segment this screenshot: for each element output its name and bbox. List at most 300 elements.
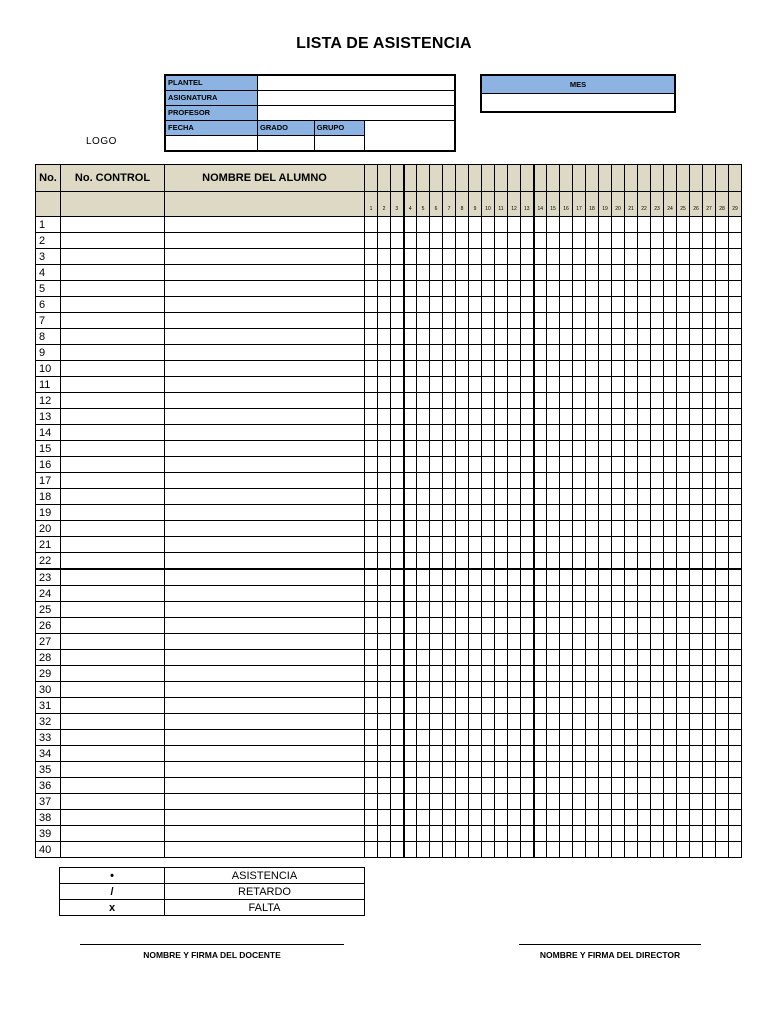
- attendance-cell[interactable]: [612, 826, 625, 842]
- attendance-cell[interactable]: [703, 281, 716, 297]
- attendance-cell[interactable]: [365, 794, 378, 810]
- attendance-cell[interactable]: [586, 794, 599, 810]
- attendance-cell[interactable]: [521, 569, 534, 586]
- attendance-cell[interactable]: [482, 489, 495, 505]
- attendance-cell[interactable]: [573, 473, 586, 489]
- attendance-cell[interactable]: [456, 217, 469, 233]
- attendance-cell[interactable]: [729, 393, 742, 409]
- attendance-cell[interactable]: [365, 361, 378, 377]
- attendance-cell[interactable]: [638, 473, 651, 489]
- attendance-cell[interactable]: [508, 826, 521, 842]
- nombre-cell[interactable]: [165, 634, 365, 650]
- attendance-cell[interactable]: [456, 313, 469, 329]
- attendance-cell[interactable]: [573, 521, 586, 537]
- attendance-cell[interactable]: [573, 377, 586, 393]
- attendance-cell[interactable]: [495, 505, 508, 521]
- attendance-cell[interactable]: [430, 810, 443, 826]
- attendance-cell[interactable]: [690, 698, 703, 714]
- attendance-cell[interactable]: [716, 650, 729, 666]
- attendance-cell[interactable]: [703, 361, 716, 377]
- attendance-cell[interactable]: [599, 730, 612, 746]
- attendance-cell[interactable]: [716, 698, 729, 714]
- attendance-cell[interactable]: [508, 682, 521, 698]
- attendance-cell[interactable]: [599, 457, 612, 473]
- attendance-cell[interactable]: [651, 634, 664, 650]
- attendance-cell[interactable]: [534, 505, 547, 521]
- attendance-cell[interactable]: [729, 297, 742, 313]
- attendance-cell[interactable]: [612, 650, 625, 666]
- attendance-cell[interactable]: [430, 265, 443, 281]
- attendance-cell[interactable]: [651, 666, 664, 682]
- attendance-cell[interactable]: [508, 313, 521, 329]
- attendance-cell[interactable]: [391, 714, 404, 730]
- attendance-cell[interactable]: [469, 521, 482, 537]
- attendance-cell[interactable]: [508, 265, 521, 281]
- attendance-cell[interactable]: [495, 457, 508, 473]
- attendance-cell[interactable]: [716, 762, 729, 778]
- attendance-cell[interactable]: [677, 457, 690, 473]
- attendance-cell[interactable]: [365, 345, 378, 361]
- attendance-cell[interactable]: [417, 553, 430, 570]
- attendance-cell[interactable]: [443, 698, 456, 714]
- nombre-cell[interactable]: [165, 618, 365, 634]
- attendance-cell[interactable]: [638, 586, 651, 602]
- attendance-cell[interactable]: [690, 634, 703, 650]
- attendance-cell[interactable]: [638, 666, 651, 682]
- attendance-cell[interactable]: [508, 409, 521, 425]
- attendance-cell[interactable]: [482, 634, 495, 650]
- attendance-cell[interactable]: [625, 521, 638, 537]
- attendance-cell[interactable]: [365, 569, 378, 586]
- attendance-cell[interactable]: [547, 586, 560, 602]
- attendance-cell[interactable]: [404, 281, 417, 297]
- attendance-cell[interactable]: [456, 650, 469, 666]
- attendance-cell[interactable]: [430, 377, 443, 393]
- attendance-cell[interactable]: [547, 569, 560, 586]
- attendance-cell[interactable]: [638, 714, 651, 730]
- attendance-cell[interactable]: [664, 377, 677, 393]
- attendance-cell[interactable]: [521, 265, 534, 281]
- attendance-cell[interactable]: [560, 345, 573, 361]
- attendance-cell[interactable]: [443, 746, 456, 762]
- plantel-field[interactable]: [258, 75, 455, 91]
- attendance-cell[interactable]: [495, 682, 508, 698]
- attendance-cell[interactable]: [729, 618, 742, 634]
- attendance-cell[interactable]: [612, 682, 625, 698]
- attendance-cell[interactable]: [508, 377, 521, 393]
- attendance-cell[interactable]: [599, 361, 612, 377]
- attendance-cell[interactable]: [521, 489, 534, 505]
- attendance-cell[interactable]: [469, 810, 482, 826]
- attendance-cell[interactable]: [521, 393, 534, 409]
- attendance-cell[interactable]: [365, 553, 378, 570]
- attendance-cell[interactable]: [365, 425, 378, 441]
- attendance-cell[interactable]: [391, 233, 404, 249]
- attendance-cell[interactable]: [404, 666, 417, 682]
- attendance-cell[interactable]: [586, 217, 599, 233]
- attendance-cell[interactable]: [469, 794, 482, 810]
- attendance-cell[interactable]: [729, 537, 742, 553]
- attendance-cell[interactable]: [651, 586, 664, 602]
- attendance-cell[interactable]: [547, 409, 560, 425]
- attendance-cell[interactable]: [443, 569, 456, 586]
- attendance-cell[interactable]: [521, 746, 534, 762]
- attendance-cell[interactable]: [716, 730, 729, 746]
- attendance-cell[interactable]: [625, 297, 638, 313]
- attendance-cell[interactable]: [495, 393, 508, 409]
- attendance-cell[interactable]: [599, 698, 612, 714]
- attendance-cell[interactable]: [638, 634, 651, 650]
- attendance-cell[interactable]: [573, 778, 586, 794]
- attendance-cell[interactable]: [521, 682, 534, 698]
- attendance-cell[interactable]: [690, 810, 703, 826]
- attendance-cell[interactable]: [456, 489, 469, 505]
- attendance-cell[interactable]: [703, 730, 716, 746]
- attendance-cell[interactable]: [664, 393, 677, 409]
- attendance-cell[interactable]: [508, 794, 521, 810]
- attendance-cell[interactable]: [482, 553, 495, 570]
- attendance-cell[interactable]: [404, 233, 417, 249]
- attendance-cell[interactable]: [690, 505, 703, 521]
- attendance-cell[interactable]: [404, 329, 417, 345]
- attendance-cell[interactable]: [417, 457, 430, 473]
- attendance-cell[interactable]: [404, 698, 417, 714]
- attendance-cell[interactable]: [391, 537, 404, 553]
- attendance-cell[interactable]: [599, 313, 612, 329]
- attendance-cell[interactable]: [690, 249, 703, 265]
- attendance-cell[interactable]: [625, 489, 638, 505]
- attendance-cell[interactable]: [638, 345, 651, 361]
- attendance-cell[interactable]: [508, 666, 521, 682]
- attendance-cell[interactable]: [521, 361, 534, 377]
- attendance-cell[interactable]: [456, 249, 469, 265]
- attendance-cell[interactable]: [677, 409, 690, 425]
- attendance-cell[interactable]: [677, 313, 690, 329]
- attendance-cell[interactable]: [404, 586, 417, 602]
- attendance-cell[interactable]: [456, 521, 469, 537]
- attendance-cell[interactable]: [417, 377, 430, 393]
- attendance-cell[interactable]: [612, 618, 625, 634]
- nombre-cell[interactable]: [165, 730, 365, 746]
- nombre-cell[interactable]: [165, 682, 365, 698]
- attendance-cell[interactable]: [547, 489, 560, 505]
- attendance-cell[interactable]: [365, 586, 378, 602]
- nombre-cell[interactable]: [165, 810, 365, 826]
- attendance-cell[interactable]: [443, 553, 456, 570]
- control-cell[interactable]: [61, 602, 165, 618]
- attendance-cell[interactable]: [443, 409, 456, 425]
- attendance-cell[interactable]: [378, 634, 391, 650]
- nombre-cell[interactable]: [165, 602, 365, 618]
- attendance-cell[interactable]: [391, 730, 404, 746]
- attendance-cell[interactable]: [534, 441, 547, 457]
- attendance-cell[interactable]: [716, 489, 729, 505]
- nombre-cell[interactable]: [165, 377, 365, 393]
- attendance-cell[interactable]: [599, 473, 612, 489]
- attendance-cell[interactable]: [625, 265, 638, 281]
- attendance-cell[interactable]: [495, 377, 508, 393]
- attendance-cell[interactable]: [573, 602, 586, 618]
- attendance-cell[interactable]: [404, 217, 417, 233]
- attendance-cell[interactable]: [599, 810, 612, 826]
- attendance-cell[interactable]: [586, 634, 599, 650]
- attendance-cell[interactable]: [677, 249, 690, 265]
- attendance-cell[interactable]: [456, 457, 469, 473]
- attendance-cell[interactable]: [612, 425, 625, 441]
- attendance-cell[interactable]: [625, 393, 638, 409]
- attendance-cell[interactable]: [677, 505, 690, 521]
- attendance-cell[interactable]: [586, 553, 599, 570]
- attendance-cell[interactable]: [534, 313, 547, 329]
- attendance-cell[interactable]: [651, 377, 664, 393]
- attendance-cell[interactable]: [456, 265, 469, 281]
- attendance-cell[interactable]: [391, 762, 404, 778]
- attendance-cell[interactable]: [599, 393, 612, 409]
- attendance-cell[interactable]: [547, 634, 560, 650]
- attendance-cell[interactable]: [586, 618, 599, 634]
- attendance-cell[interactable]: [677, 666, 690, 682]
- attendance-cell[interactable]: [664, 826, 677, 842]
- attendance-cell[interactable]: [677, 265, 690, 281]
- control-cell[interactable]: [61, 666, 165, 682]
- attendance-cell[interactable]: [378, 425, 391, 441]
- attendance-cell[interactable]: [573, 425, 586, 441]
- attendance-cell[interactable]: [430, 553, 443, 570]
- attendance-cell[interactable]: [404, 297, 417, 313]
- attendance-cell[interactable]: [378, 666, 391, 682]
- attendance-cell[interactable]: [690, 473, 703, 489]
- attendance-cell[interactable]: [547, 521, 560, 537]
- attendance-cell[interactable]: [560, 698, 573, 714]
- attendance-cell[interactable]: [599, 217, 612, 233]
- attendance-cell[interactable]: [599, 281, 612, 297]
- attendance-cell[interactable]: [612, 249, 625, 265]
- nombre-cell[interactable]: [165, 746, 365, 762]
- attendance-cell[interactable]: [690, 666, 703, 682]
- nombre-cell[interactable]: [165, 329, 365, 345]
- attendance-cell[interactable]: [703, 666, 716, 682]
- attendance-cell[interactable]: [664, 473, 677, 489]
- attendance-cell[interactable]: [729, 521, 742, 537]
- attendance-cell[interactable]: [508, 842, 521, 858]
- attendance-cell[interactable]: [430, 441, 443, 457]
- attendance-cell[interactable]: [365, 409, 378, 425]
- attendance-cell[interactable]: [378, 393, 391, 409]
- attendance-cell[interactable]: [404, 441, 417, 457]
- attendance-cell[interactable]: [521, 666, 534, 682]
- attendance-cell[interactable]: [573, 730, 586, 746]
- attendance-cell[interactable]: [521, 249, 534, 265]
- asignatura-field[interactable]: [258, 91, 455, 106]
- attendance-cell[interactable]: [469, 682, 482, 698]
- attendance-cell[interactable]: [599, 682, 612, 698]
- attendance-cell[interactable]: [664, 361, 677, 377]
- attendance-cell[interactable]: [469, 634, 482, 650]
- attendance-cell[interactable]: [430, 666, 443, 682]
- attendance-cell[interactable]: [664, 521, 677, 537]
- attendance-cell[interactable]: [625, 425, 638, 441]
- nombre-cell[interactable]: [165, 393, 365, 409]
- attendance-cell[interactable]: [443, 650, 456, 666]
- attendance-cell[interactable]: [404, 714, 417, 730]
- attendance-cell[interactable]: [508, 329, 521, 345]
- attendance-cell[interactable]: [716, 281, 729, 297]
- attendance-cell[interactable]: [417, 313, 430, 329]
- attendance-cell[interactable]: [729, 425, 742, 441]
- control-cell[interactable]: [61, 553, 165, 570]
- attendance-cell[interactable]: [599, 826, 612, 842]
- attendance-cell[interactable]: [521, 634, 534, 650]
- attendance-cell[interactable]: [456, 794, 469, 810]
- attendance-cell[interactable]: [404, 249, 417, 265]
- attendance-cell[interactable]: [586, 762, 599, 778]
- attendance-cell[interactable]: [521, 537, 534, 553]
- attendance-cell[interactable]: [430, 457, 443, 473]
- attendance-cell[interactable]: [508, 361, 521, 377]
- attendance-cell[interactable]: [690, 714, 703, 730]
- attendance-cell[interactable]: [664, 698, 677, 714]
- attendance-cell[interactable]: [586, 826, 599, 842]
- attendance-cell[interactable]: [534, 714, 547, 730]
- attendance-cell[interactable]: [547, 281, 560, 297]
- attendance-cell[interactable]: [651, 297, 664, 313]
- attendance-cell[interactable]: [560, 425, 573, 441]
- attendance-cell[interactable]: [729, 313, 742, 329]
- attendance-cell[interactable]: [391, 650, 404, 666]
- attendance-cell[interactable]: [703, 345, 716, 361]
- attendance-cell[interactable]: [612, 409, 625, 425]
- attendance-cell[interactable]: [677, 297, 690, 313]
- attendance-cell[interactable]: [703, 618, 716, 634]
- attendance-cell[interactable]: [365, 714, 378, 730]
- attendance-cell[interactable]: [443, 714, 456, 730]
- attendance-cell[interactable]: [365, 521, 378, 537]
- attendance-cell[interactable]: [365, 730, 378, 746]
- attendance-cell[interactable]: [547, 233, 560, 249]
- attendance-cell[interactable]: [443, 457, 456, 473]
- attendance-cell[interactable]: [638, 553, 651, 570]
- attendance-cell[interactable]: [560, 521, 573, 537]
- attendance-cell[interactable]: [651, 265, 664, 281]
- attendance-cell[interactable]: [417, 666, 430, 682]
- attendance-cell[interactable]: [365, 457, 378, 473]
- attendance-cell[interactable]: [391, 778, 404, 794]
- attendance-cell[interactable]: [443, 329, 456, 345]
- attendance-cell[interactable]: [443, 297, 456, 313]
- attendance-cell[interactable]: [404, 377, 417, 393]
- attendance-cell[interactable]: [703, 425, 716, 441]
- attendance-cell[interactable]: [417, 233, 430, 249]
- attendance-cell[interactable]: [365, 618, 378, 634]
- control-cell[interactable]: [61, 233, 165, 249]
- attendance-cell[interactable]: [638, 233, 651, 249]
- attendance-cell[interactable]: [612, 297, 625, 313]
- attendance-cell[interactable]: [612, 537, 625, 553]
- attendance-cell[interactable]: [430, 217, 443, 233]
- attendance-cell[interactable]: [586, 457, 599, 473]
- attendance-cell[interactable]: [508, 586, 521, 602]
- attendance-cell[interactable]: [404, 842, 417, 858]
- attendance-cell[interactable]: [560, 794, 573, 810]
- attendance-cell[interactable]: [365, 682, 378, 698]
- attendance-cell[interactable]: [378, 730, 391, 746]
- attendance-cell[interactable]: [560, 682, 573, 698]
- attendance-cell[interactable]: [586, 666, 599, 682]
- attendance-cell[interactable]: [586, 698, 599, 714]
- attendance-cell[interactable]: [586, 409, 599, 425]
- nombre-cell[interactable]: [165, 826, 365, 842]
- attendance-cell[interactable]: [651, 345, 664, 361]
- attendance-cell[interactable]: [625, 409, 638, 425]
- attendance-cell[interactable]: [482, 537, 495, 553]
- attendance-cell[interactable]: [482, 217, 495, 233]
- attendance-cell[interactable]: [703, 473, 716, 489]
- attendance-cell[interactable]: [482, 569, 495, 586]
- attendance-cell[interactable]: [729, 489, 742, 505]
- attendance-cell[interactable]: [482, 698, 495, 714]
- control-cell[interactable]: [61, 569, 165, 586]
- attendance-cell[interactable]: [469, 249, 482, 265]
- attendance-cell[interactable]: [456, 746, 469, 762]
- attendance-cell[interactable]: [378, 441, 391, 457]
- control-cell[interactable]: [61, 682, 165, 698]
- control-cell[interactable]: [61, 810, 165, 826]
- attendance-cell[interactable]: [547, 537, 560, 553]
- nombre-cell[interactable]: [165, 265, 365, 281]
- attendance-cell[interactable]: [586, 473, 599, 489]
- attendance-cell[interactable]: [391, 810, 404, 826]
- attendance-cell[interactable]: [573, 441, 586, 457]
- attendance-cell[interactable]: [560, 826, 573, 842]
- attendance-cell[interactable]: [456, 778, 469, 794]
- attendance-cell[interactable]: [417, 826, 430, 842]
- attendance-cell[interactable]: [599, 345, 612, 361]
- attendance-cell[interactable]: [456, 698, 469, 714]
- attendance-cell[interactable]: [469, 233, 482, 249]
- attendance-cell[interactable]: [482, 457, 495, 473]
- attendance-cell[interactable]: [612, 265, 625, 281]
- attendance-cell[interactable]: [482, 714, 495, 730]
- attendance-cell[interactable]: [586, 505, 599, 521]
- attendance-cell[interactable]: [443, 249, 456, 265]
- attendance-cell[interactable]: [729, 634, 742, 650]
- attendance-cell[interactable]: [560, 666, 573, 682]
- attendance-cell[interactable]: [508, 714, 521, 730]
- attendance-cell[interactable]: [651, 842, 664, 858]
- attendance-cell[interactable]: [586, 842, 599, 858]
- attendance-cell[interactable]: [677, 714, 690, 730]
- attendance-cell[interactable]: [716, 457, 729, 473]
- attendance-cell[interactable]: [430, 473, 443, 489]
- attendance-cell[interactable]: [560, 746, 573, 762]
- attendance-cell[interactable]: [547, 313, 560, 329]
- attendance-cell[interactable]: [612, 233, 625, 249]
- attendance-cell[interactable]: [547, 650, 560, 666]
- attendance-cell[interactable]: [703, 505, 716, 521]
- attendance-cell[interactable]: [716, 265, 729, 281]
- attendance-cell[interactable]: [612, 345, 625, 361]
- attendance-cell[interactable]: [469, 762, 482, 778]
- control-cell[interactable]: [61, 329, 165, 345]
- attendance-cell[interactable]: [677, 730, 690, 746]
- attendance-cell[interactable]: [690, 569, 703, 586]
- attendance-cell[interactable]: [417, 409, 430, 425]
- attendance-cell[interactable]: [677, 746, 690, 762]
- control-cell[interactable]: [61, 826, 165, 842]
- attendance-cell[interactable]: [677, 281, 690, 297]
- attendance-cell[interactable]: [703, 826, 716, 842]
- attendance-cell[interactable]: [547, 553, 560, 570]
